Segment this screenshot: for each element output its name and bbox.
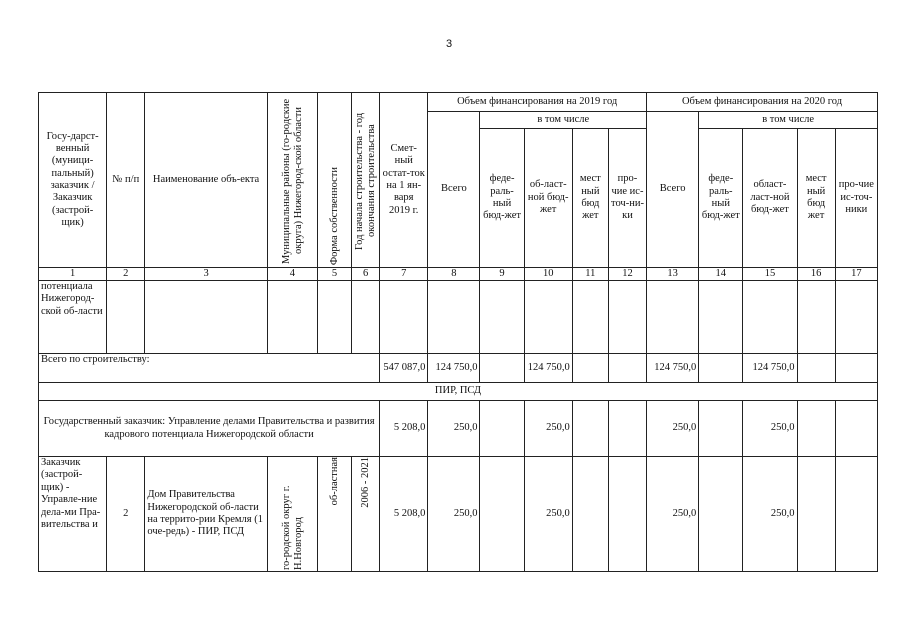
- group-c10: 250,0: [524, 401, 572, 457]
- group-c15: 250,0: [743, 401, 797, 457]
- header-customer: Госу-дарст-венный (муници-пальный) заказчик / Заказчик (застрой-щик): [39, 93, 107, 268]
- col-num: 2: [107, 268, 145, 281]
- header-ownership: [317, 93, 351, 268]
- header-2019-local: мест ный бюд жет: [572, 129, 608, 268]
- total-c13: 124 750,0: [647, 354, 699, 383]
- total-c8: 124 750,0: [428, 354, 480, 383]
- item-ownership: [317, 457, 351, 572]
- header-row-1: [39, 93, 878, 112]
- column-numbers-row: [39, 268, 878, 281]
- col-num: 8: [428, 268, 480, 281]
- col-num: 7: [380, 268, 428, 281]
- header-2020-regional: област-ласт-ной бюд-жет: [743, 129, 797, 268]
- group-c13: 250,0: [647, 401, 699, 457]
- col-num: 12: [608, 268, 646, 281]
- header-2020: Объем финансирования на 2020 год: [647, 93, 878, 112]
- header-years-text: Год начала строительства - год окончания строительства: [353, 112, 377, 250]
- continuation-row: [39, 281, 878, 354]
- total-construction-label: Всего по строительству:: [39, 354, 380, 383]
- col-num: 15: [743, 268, 797, 281]
- item-district: [267, 457, 317, 572]
- col-num: 4: [267, 268, 317, 281]
- header-years: [352, 93, 380, 268]
- item-district-text: го-родской округ г. Н.Новгород: [280, 485, 304, 570]
- col-num: 11: [572, 268, 608, 281]
- customer-group-row: [39, 401, 878, 457]
- group-c7: 5 208,0: [380, 401, 428, 457]
- item-customer: Заказчик (застрой-щик) - Управле-ние дела-ми Пра-вительства и: [39, 457, 107, 572]
- section-row: [39, 383, 878, 401]
- page-number: 3: [446, 38, 453, 50]
- col-num: 14: [699, 268, 743, 281]
- header-2019-regional: об-ласт-ной бюд-жет: [524, 129, 572, 268]
- item-row: [39, 457, 878, 572]
- total-c15: 124 750,0: [743, 354, 797, 383]
- total-construction-row: [39, 354, 878, 383]
- item-years: [352, 457, 380, 572]
- col-num: 10: [524, 268, 572, 281]
- header-2020-incl: в том числе: [699, 112, 878, 129]
- header-estimate-balance: Смет-ный остат-ток на 1 ян-варя 2019 г.: [380, 93, 428, 268]
- total-c7: 547 087,0: [380, 354, 428, 383]
- header-2019-federal: феде-раль-ный бюд-жет: [480, 129, 524, 268]
- header-object-name: Наименование объ-екта: [145, 93, 267, 268]
- header-district-text: Муниципальные районы (го-родские округа) Нижегород-ской области: [280, 98, 304, 264]
- item-name: Дом Правительства Нижегородской об-ласти на террито-рии Кремля (1 оче-редь) - ПИР, ПСД: [145, 457, 267, 572]
- item-years-text: 2006 - 2021: [359, 457, 371, 508]
- col-num: 13: [647, 268, 699, 281]
- continuation-customer: потенциала Нижегород-ской об-ласти: [39, 281, 107, 354]
- total-c10: 124 750,0: [524, 354, 572, 383]
- header-2020-total: Всего: [647, 112, 699, 268]
- col-num: 17: [835, 268, 877, 281]
- col-num: 3: [145, 268, 267, 281]
- item-c15: 250,0: [743, 457, 797, 572]
- col-num: 16: [797, 268, 835, 281]
- customer-group-label: Государственный заказчик: Управление делами Правительства и развития кадрового потенциала Нижегородской области: [39, 401, 380, 457]
- col-num: 9: [480, 268, 524, 281]
- item-c10: 250,0: [524, 457, 572, 572]
- financing-table: [38, 92, 878, 572]
- col-num: 6: [352, 268, 380, 281]
- header-ownership-text: Форма собственности: [328, 166, 340, 265]
- header-2020-federal: феде-раль-ный бюд-жет: [699, 129, 743, 268]
- header-district: [267, 93, 317, 268]
- item-number: 2: [107, 457, 145, 572]
- item-c8: 250,0: [428, 457, 480, 572]
- group-c8: 250,0: [428, 401, 480, 457]
- header-2020-local: мест ный бюд жет: [797, 129, 835, 268]
- item-ownership-text: об-ластная: [328, 457, 340, 506]
- header-2019-other: про-чие ис-точ-ни-ки: [608, 129, 646, 268]
- col-num: 5: [317, 268, 351, 281]
- header-2019: Объем финансирования на 2019 год: [428, 93, 647, 112]
- header-2019-incl: в том числе: [480, 112, 647, 129]
- item-c7: 5 208,0: [380, 457, 428, 572]
- header-2020-other: про-чие ис-точ-ники: [835, 129, 877, 268]
- item-c13: 250,0: [647, 457, 699, 572]
- section-title: ПИР, ПСД: [39, 383, 878, 401]
- col-num: 1: [39, 268, 107, 281]
- header-2019-total: Всего: [428, 112, 480, 268]
- header-number: № п/п: [107, 93, 145, 268]
